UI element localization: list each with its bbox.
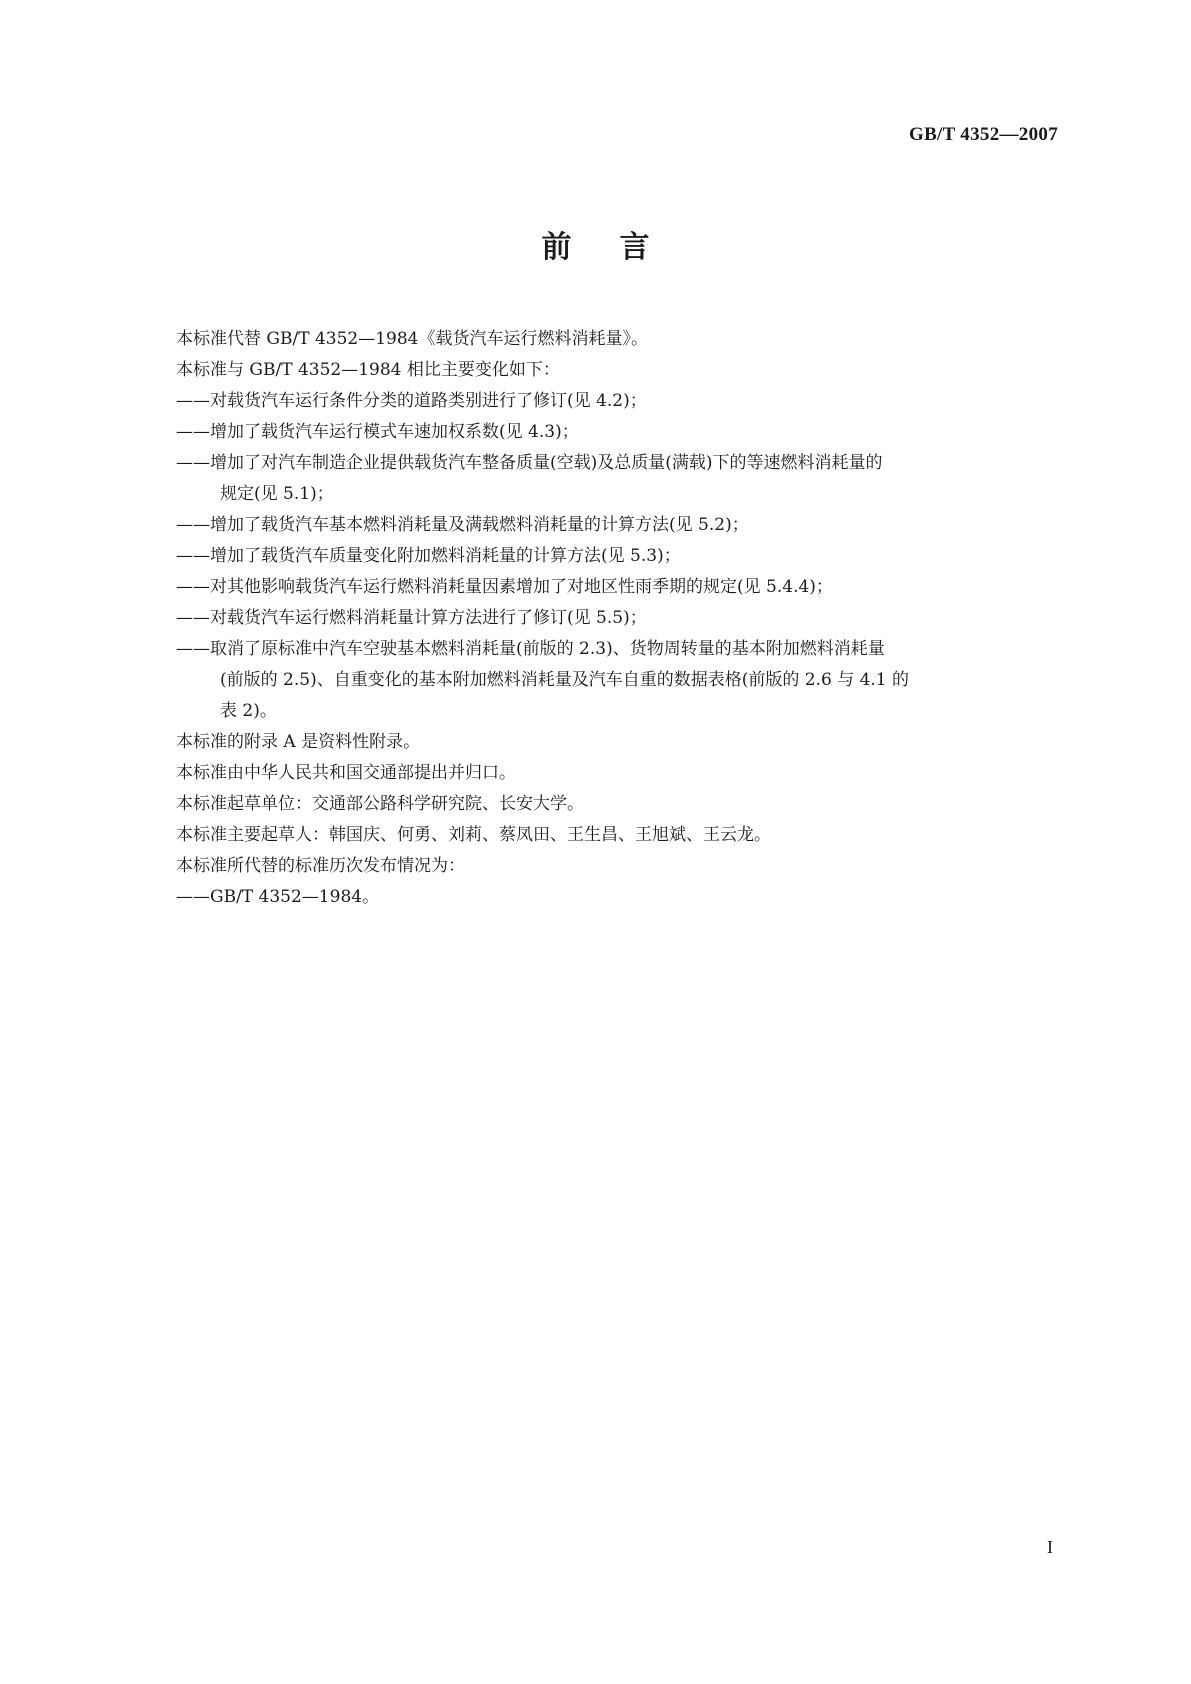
paragraph: 本标准代替 GB/T 4352—1984《载货汽车运行燃料消耗量》。 — [176, 329, 648, 349]
paragraph: 本标准所代替的标准历次发布情况为： — [176, 856, 465, 876]
page-title: 前言 — [541, 230, 698, 265]
list-item: ——增加了载货汽车基本燃料消耗量及满载燃料消耗量的计算方法(见 5.2)； — [176, 515, 749, 535]
paragraph: 本标准的附录 A 是资料性附录。 — [176, 732, 421, 752]
list-item-continuation: 表 2)。 — [220, 701, 277, 721]
list-item: ——增加了载货汽车质量变化附加燃料消耗量的计算方法(见 5.3)； — [176, 546, 681, 566]
paragraph: 本标准与 GB/T 4352—1984 相比主要变化如下： — [176, 360, 560, 380]
list-item: ——对其他影响载货汽车运行燃料消耗量因素增加了对地区性雨季期的规定(见 5.4.4)； — [176, 577, 833, 597]
standard-code: GB/T 4352—2007 — [908, 124, 1058, 145]
list-item: ——GB/T 4352—1984。 — [176, 887, 380, 907]
list-item: ——取消了原标准中汽车空驶基本燃料消耗量(前版的 2.3)、货物周转量的基本附加燃料消耗量 — [176, 639, 885, 659]
paragraph: 本标准主要起草人：韩国庆、何勇、刘莉、蔡凤田、王生昌、王旭斌、王云龙。 — [176, 825, 771, 845]
paragraph: 本标准由中华人民共和国交通部提出并归口。 — [176, 763, 516, 783]
list-item-continuation: (前版的 2.5)、自重变化的基本附加燃料消耗量及汽车自重的数据表格(前版的 2.6 与 4.1 的 — [220, 670, 910, 690]
list-item: ——增加了载货汽车运行模式车速加权系数(见 4.3)； — [176, 422, 579, 442]
preface-body — [176, 324, 1060, 913]
list-item: ——对载货汽车运行条件分类的道路类别进行了修订(见 4.2)； — [176, 391, 647, 411]
list-item: ——增加了对汽车制造企业提供载货汽车整备质量(空载)及总质量(满载)下的等速燃料消耗量的 — [176, 453, 883, 473]
list-item-continuation: 规定(见 5.1)； — [220, 484, 334, 504]
paragraph: 本标准起草单位：交通部公路科学研究院、长安大学。 — [176, 794, 584, 814]
list-item: ——对载货汽车运行燃料消耗量计算方法进行了修订(见 5.5)； — [176, 608, 647, 628]
page-number: I — [1047, 1537, 1053, 1557]
